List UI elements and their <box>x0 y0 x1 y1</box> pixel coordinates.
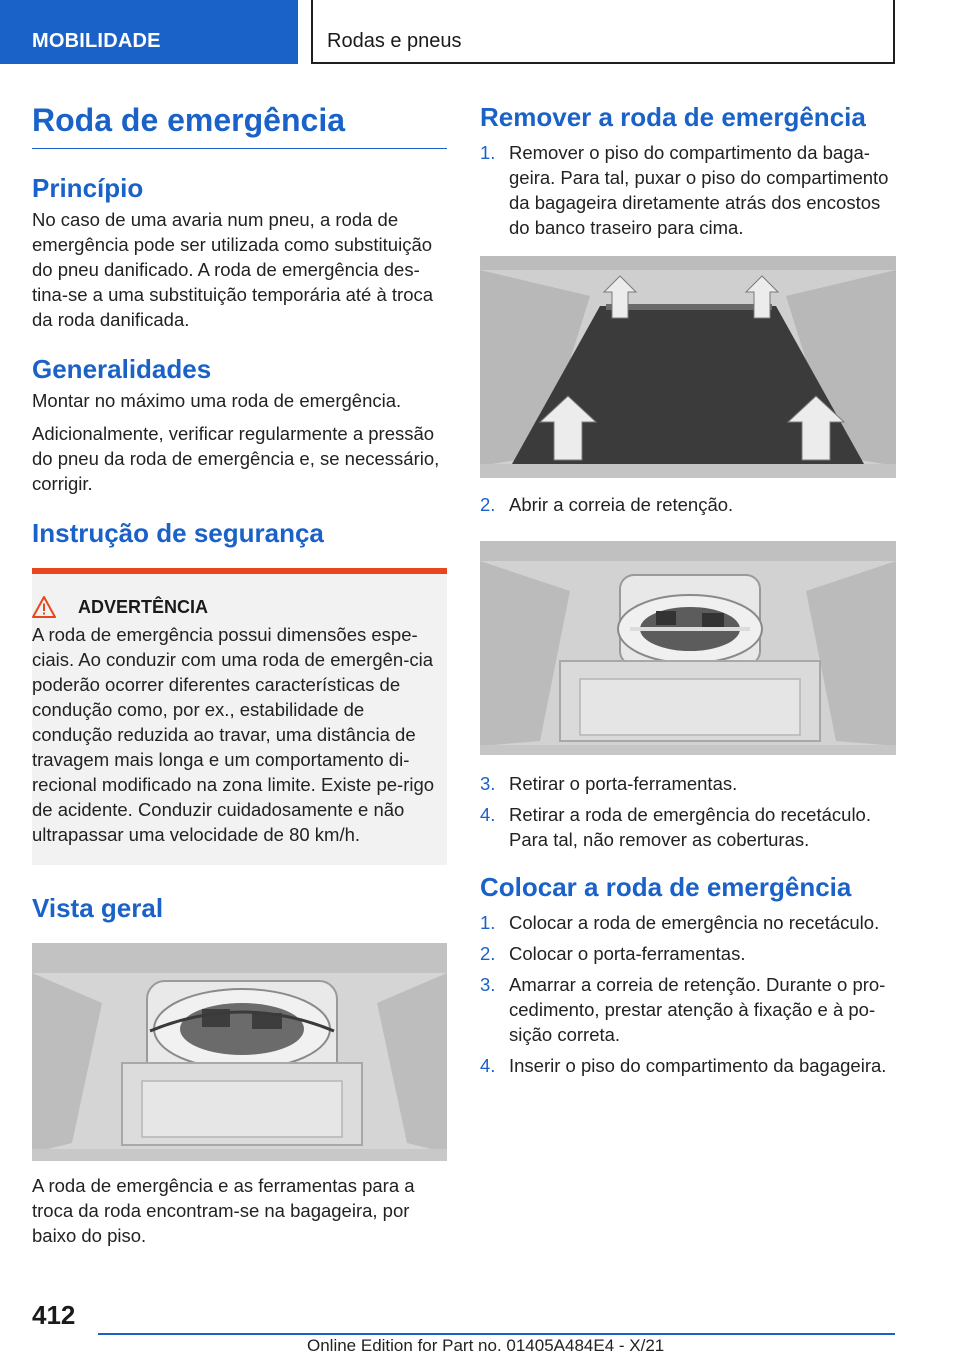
remover-step-1 <box>480 140 896 240</box>
footer-divider <box>98 1333 895 1335</box>
footer-edition: Online Edition for Part no. 01405A484E4 - X/21 <box>307 1336 665 1355</box>
trunk-strap-image <box>480 541 896 755</box>
colocar-step-1 <box>480 910 896 935</box>
heading-generalidades: Generalidades <box>32 354 212 384</box>
right-column <box>480 100 896 1078</box>
step-number: 1. <box>480 142 496 163</box>
step-number: 3. <box>480 773 496 794</box>
step-text: Retirar a roda de emergência do recetáculo. Para tal, não remover as coberturas. <box>509 804 871 850</box>
step-text: Remover o piso do compartimento da baga-geira. Para tal, puxar o piso do compartimento da bagageira diretamente atrás dos encostos do banco traseiro para cima. <box>509 142 889 238</box>
step-text: Abrir a correia de retenção. <box>509 494 734 515</box>
chapter-tab: MOBILIDADE <box>0 0 298 64</box>
heading-seguranca: Instrução de segurança <box>32 518 324 548</box>
principio-text: No caso de uma avaria num pneu, a roda de emergência pode ser utilizada como substituição do pneu danificado. A roda de emergência des-tina-se a uma substituição temporária até à troca da roda danificada. <box>32 209 434 330</box>
trunk-floor-lift-image <box>480 256 896 478</box>
heading-principio: Princípio <box>32 173 144 203</box>
warning-title: ADVERTÊNCIA <box>78 596 209 617</box>
page-title: Roda de emergência <box>32 100 447 149</box>
step-number: 4. <box>480 804 496 825</box>
warning-text: A roda de emergência possui dimensões espe-ciais. Ao conduzir com uma roda de emergên-cia poderão ocorrer diferentes características de condução como, por ex., estabilidade de condução reduzida ao travar, uma distância de travagem mais longa e um comportamento di-recional modificado na zona limite. Existe pe-rigo de acidente. Conduzir cuidadosamente e não ultrapassar uma velocidade de 80 km/h. <box>32 624 435 845</box>
step-number: 2. <box>480 943 496 964</box>
step-number: 4. <box>480 1055 496 1076</box>
generalidades-text-2: Adicionalmente, verificar regularmente a pressão do pneu da roda de emergência e, se necessário, corrigir. <box>32 423 440 494</box>
remover-step-2 <box>480 492 896 517</box>
page-number: 412 <box>32 1300 76 1330</box>
remover-step-4 <box>480 802 896 852</box>
colocar-step-3 <box>480 972 896 1047</box>
step-number: 2. <box>480 494 496 515</box>
step-number: 3. <box>480 974 496 995</box>
heading-vista-geral: Vista geral <box>32 893 164 923</box>
warning-box <box>32 568 447 865</box>
section-title: Rodas e pneus <box>311 0 895 64</box>
step-text: Colocar o porta-ferramentas. <box>509 943 746 964</box>
remover-step-3 <box>480 771 896 796</box>
step-text: Inserir o piso do compartimento da bagageira. <box>509 1055 887 1076</box>
step-number: 1. <box>480 912 496 933</box>
warning-header <box>32 596 439 618</box>
warning-triangle-icon <box>32 596 56 618</box>
trunk-spare-wheel-image <box>32 943 447 1161</box>
heading-remover: Remover a roda de emergência <box>480 102 866 132</box>
step-text: Amarrar a correia de retenção. Durante o pro-cedimento, prestar atenção à fixação e à po-sição correta. <box>509 974 886 1045</box>
step-text: Colocar a roda de emergência no recetáculo. <box>509 912 880 933</box>
colocar-step-4 <box>480 1053 896 1078</box>
heading-colocar: Colocar a roda de emergência <box>480 872 852 902</box>
colocar-step-2 <box>480 941 896 966</box>
step-text: Retirar o porta-ferramentas. <box>509 773 738 794</box>
vista-caption: A roda de emergência e as ferramentas para a troca da roda encontram-se na bagageira, por baixo do piso. <box>32 1175 415 1246</box>
left-column <box>32 100 447 1248</box>
generalidades-text-1: Montar no máximo uma roda de emergência. <box>32 390 402 411</box>
